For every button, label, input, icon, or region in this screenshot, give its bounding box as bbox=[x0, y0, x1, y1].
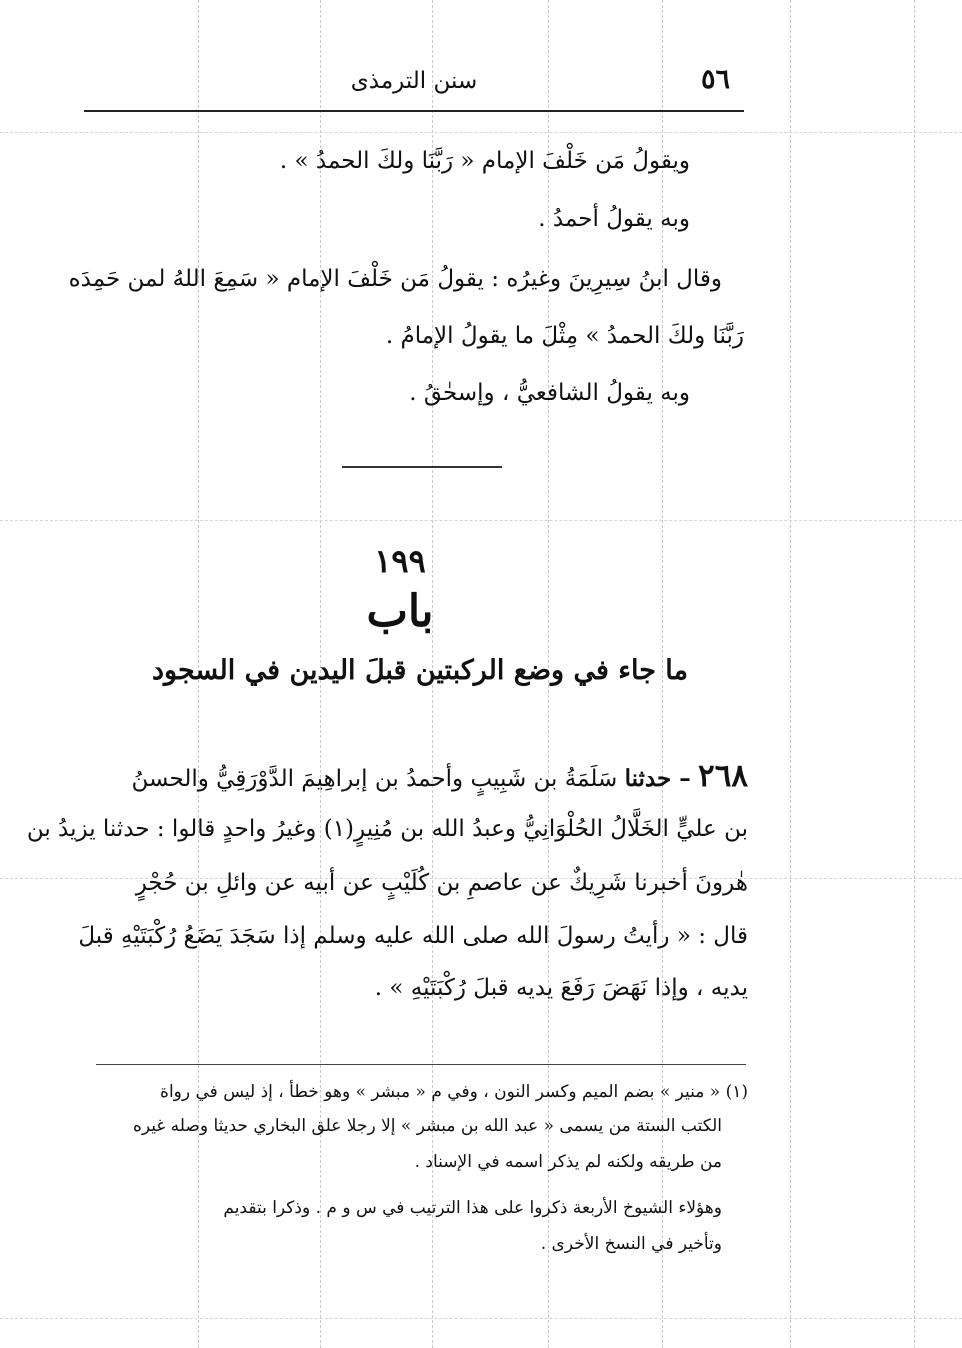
guide-line bbox=[0, 1318, 962, 1319]
chapter-heading: ما جاء في وضع الركبتين قبلَ اليدين في السجود bbox=[152, 655, 688, 686]
footnote-line: وهؤلاء الشيوخ الأربعة ذكروا على هذا الترتيب في س و م . وذكرا بتقديم bbox=[223, 1198, 722, 1218]
running-title: سنن الترمذى bbox=[350, 68, 478, 94]
guide-line bbox=[790, 0, 791, 1348]
footnote-line: من طريقه ولكنه لم يذكر اسمه في الإسناد . bbox=[414, 1152, 722, 1172]
footnote-rule bbox=[96, 1064, 746, 1065]
text-line: وبه يقولُ أحمدُ . bbox=[538, 206, 690, 232]
chapter-number: ١٩٩ bbox=[374, 542, 426, 580]
section-divider bbox=[342, 466, 502, 468]
hadith-line: قال : « رأيتُ رسولَ الله صلى الله عليه وسلم إذا سَجَدَ يَضَعُ رُكْبَتَيْهِ قبلَ bbox=[78, 923, 748, 949]
chapter-bab-title: باب bbox=[366, 586, 434, 637]
text-line: وبه يقولُ الشافعيُّ ، وإسحٰقُ . bbox=[409, 380, 690, 406]
hadith-text: سَلَمَةُ بن شَبِيبٍ وأحمدُ بن إبراهِيمَ الدَّوْرَقِيُّ والحسنُ bbox=[131, 766, 618, 792]
footnote-line: (١) « منير » بضم الميم وكسر النون ، وفي م « مبشر » وهو خطأ ، إذ ليس في رواة bbox=[160, 1082, 748, 1102]
footnote-line: وتأخير في النسخ الأخرى . bbox=[540, 1234, 722, 1254]
page-header bbox=[88, 58, 740, 108]
footnote-line: الكتب الستة من يسمى « عبد الله بن مبشر » إلا رجلا علق البخاري حديثا وصله غيره bbox=[132, 1116, 722, 1136]
guide-line bbox=[914, 0, 915, 1348]
text-line: وقال ابنُ سِيرِينَ وغيرُه : يقولُ مَن خَلْفَ الإمام « سَمِعَ اللهُ لمن حَمِدَه bbox=[68, 266, 722, 292]
text-line: ويقولُ مَن خَلْفَ الإمام « رَبَّنَا ولكَ الحمدُ » . bbox=[279, 148, 690, 174]
hadith-opening: – حدثنا bbox=[624, 765, 691, 792]
hadith-line: بن عليٍّ الخَلَّالُ الحُلْوَانِيُّ وعبدُ الله بن مُنِيرٍ(١) وغيرُ واحدٍ قالوا : حدثنا يزيدُ بن bbox=[26, 816, 748, 842]
guide-line bbox=[0, 132, 962, 133]
header-rule bbox=[84, 110, 744, 112]
hadith-line: يديه ، وإذا نَهَضَ رَفَعَ يديه قبلَ رُكْبَتَيْهِ » . bbox=[374, 975, 748, 1001]
hadith-line: هٰرونَ أخبرنا شَرِيكٌ عن عاصمِ بن كُلَيْبٍ عن أبيه عن وائلِ بن حُجْرٍ bbox=[135, 870, 748, 896]
hadith-line bbox=[131, 758, 748, 794]
text-line: رَبَّنَا ولكَ الحمدُ » مِثْلَ ما يقولُ الإمامُ . bbox=[385, 323, 744, 349]
guide-line bbox=[0, 520, 962, 521]
page-number: ٥٦ bbox=[700, 64, 730, 95]
hadith-number: ٢٦٨ bbox=[698, 758, 748, 794]
